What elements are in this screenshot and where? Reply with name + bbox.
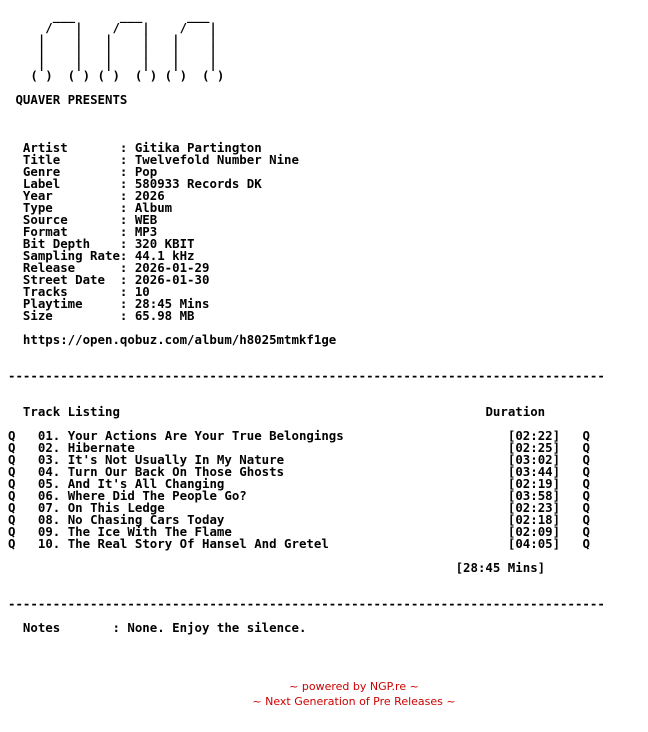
info-key: Playtime [22,296,83,311]
info-key: Street Date [22,272,105,287]
logo-line-text: ___ ___ ___ [22,8,210,23]
tracklist-heading: Track Listing [22,404,120,419]
info-row: Source : WEB [22,212,158,227]
info-key: Tracks [22,284,68,299]
info-value: 44.1 kHz [134,248,195,263]
duration-heading: Duration [485,404,546,419]
info-row: Format : MP3 [22,224,158,239]
track-title: On This Ledge [67,500,165,515]
info-value: WEB [134,212,158,227]
info-row: Size : 65.98 MB [22,308,195,323]
track-marker: Q [582,512,590,527]
track-duration: [02:09] [507,524,561,539]
logo-line [8,68,224,83]
track-duration: [02:23] [507,500,561,515]
info-row: Artist : Gitika Partington [22,140,262,155]
track-marker: Q [582,536,590,551]
album-url-text: https://open.qobuz.com/album/h8025mtmkf1ge [22,332,337,347]
track-title: Your Actions Are Your True Belongings [67,428,344,443]
track-marker: Q [582,428,590,443]
logo-line-text: | | | | | | [22,56,217,71]
info-value: 2026 [134,188,165,203]
track-marker: Q [8,536,16,551]
info-value: 28:45 Mins [134,296,210,311]
track-title: It's Not Usually In My Nature [67,452,285,467]
info-value: 65.98 MB [134,308,195,323]
track-marker: Q [8,452,16,467]
presents-title [8,92,127,107]
track-number: 06. [37,488,61,503]
track-marker: Q [8,500,16,515]
info-key: Year [22,188,53,203]
track-marker: Q [582,440,590,455]
info-row: Tracks : 10 [22,284,150,299]
info-key: Artist [22,140,68,155]
track-marker: Q [8,524,16,539]
track-marker: Q [8,488,16,503]
logo-line-text: | | | | | | [22,32,217,47]
info-key: Sampling Rate [22,248,120,263]
track-duration: [02:19] [507,476,561,491]
nfo-text [8,10,605,634]
track-number: 04. [37,464,61,479]
info-key: Source [22,212,68,227]
footer-tagline: ~ Next Generation of Pre Releases ~ [252,695,456,708]
notes-text: : None. Enjoy the silence. [112,620,307,635]
info-key: Release [22,260,76,275]
info-row: Year : 2026 [22,188,165,203]
track-title: The Ice With The Flame [67,524,232,539]
track-marker: Q [582,464,590,479]
track-number: 08. [37,512,61,527]
track-number: 10. [37,536,61,551]
track-duration: [03:58] [507,488,561,503]
album-url [8,332,336,347]
track-marker: Q [8,464,16,479]
info-key: Genre [22,164,61,179]
info-value: 2026-01-29 [134,260,210,275]
track-marker: Q [582,452,590,467]
track-marker: Q [582,500,590,515]
track-duration: [02:18] [507,512,561,527]
track-title: No Chasing Cars Today [67,512,225,527]
track-duration: [04:05] [507,536,561,551]
info-value: 2026-01-30 [134,272,210,287]
track-title: And It's All Changing [67,476,225,491]
track-duration: [02:22] [507,428,561,443]
track-number: 02. [37,440,61,455]
logo-line-text: ( ) ( ) ( ) ( ) ( ) ( ) [22,68,225,83]
divider: -------------------------------------------------------------------------------- [8,368,605,383]
track-duration: [03:02] [507,452,561,467]
tracklist-header [8,404,545,419]
info-row: Release : 2026-01-29 [22,260,210,275]
info-row: Label : 580933 Records DK [22,176,262,191]
info-row: Bit Depth : 320 KBIT [22,236,195,251]
info-value: MP3 [134,224,158,239]
logo-line-text: / | / | / | [22,20,217,35]
track-marker: Q [582,476,590,491]
track-number: 05. [37,476,61,491]
logo-line-text: | | | | | | [22,44,217,59]
track-number: 03. [37,452,61,467]
track-title: The Real Story Of Hansel And Gretel [67,536,329,551]
track-number: 09. [37,524,61,539]
track-marker: Q [8,440,16,455]
info-key: Type [22,200,53,215]
info-value: Twelvefold Number Nine [134,152,299,167]
info-value: 10 [134,284,150,299]
track-marker: Q [582,488,590,503]
track-duration: [02:25] [507,440,561,455]
info-key: Bit Depth [22,236,91,251]
info-row: Genre : Pop [22,164,158,179]
info-value: Gitika Partington [134,140,262,155]
track-title: Where Did The People Go? [67,488,247,503]
track-duration: [03:44] [507,464,561,479]
info-key: Size [22,308,53,323]
info-row: Title : Twelvefold Number Nine [22,152,299,167]
info-row: Sampling Rate: 44.1 kHz [22,248,195,263]
track-number: 01. [37,428,61,443]
info-key: Label [22,176,61,191]
divider: -------------------------------------------------------------------------------- [8,596,605,611]
info-row: Street Date : 2026-01-30 [22,272,210,287]
track-marker: Q [8,476,16,491]
notes-row [8,620,306,635]
total-playtime-text: [28:45 Mins] [455,560,546,575]
info-value: 580933 Records DK [134,176,262,191]
info-value: Pop [134,164,158,179]
track-number: 07. [37,500,61,515]
info-key: Title [22,152,61,167]
total-playtime [8,560,545,575]
info-row: Type : Album [22,200,173,215]
presents-title-text: QUAVER PRESENTS [15,92,128,107]
info-value: Album [134,200,173,215]
notes-label: Notes [22,620,61,635]
info-value: 320 KBIT [134,236,195,251]
track-row [8,536,590,551]
track-marker: Q [582,524,590,539]
info-row: Playtime : 28:45 Mins [22,296,210,311]
track-title: Hibernate [67,440,135,455]
track-marker: Q [8,428,16,443]
info-key: Format [22,224,68,239]
footer-powered-by: ~ powered by NGP.re ~ [289,680,419,693]
track-title: Turn Our Back On Those Ghosts [67,464,285,479]
track-marker: Q [8,512,16,527]
